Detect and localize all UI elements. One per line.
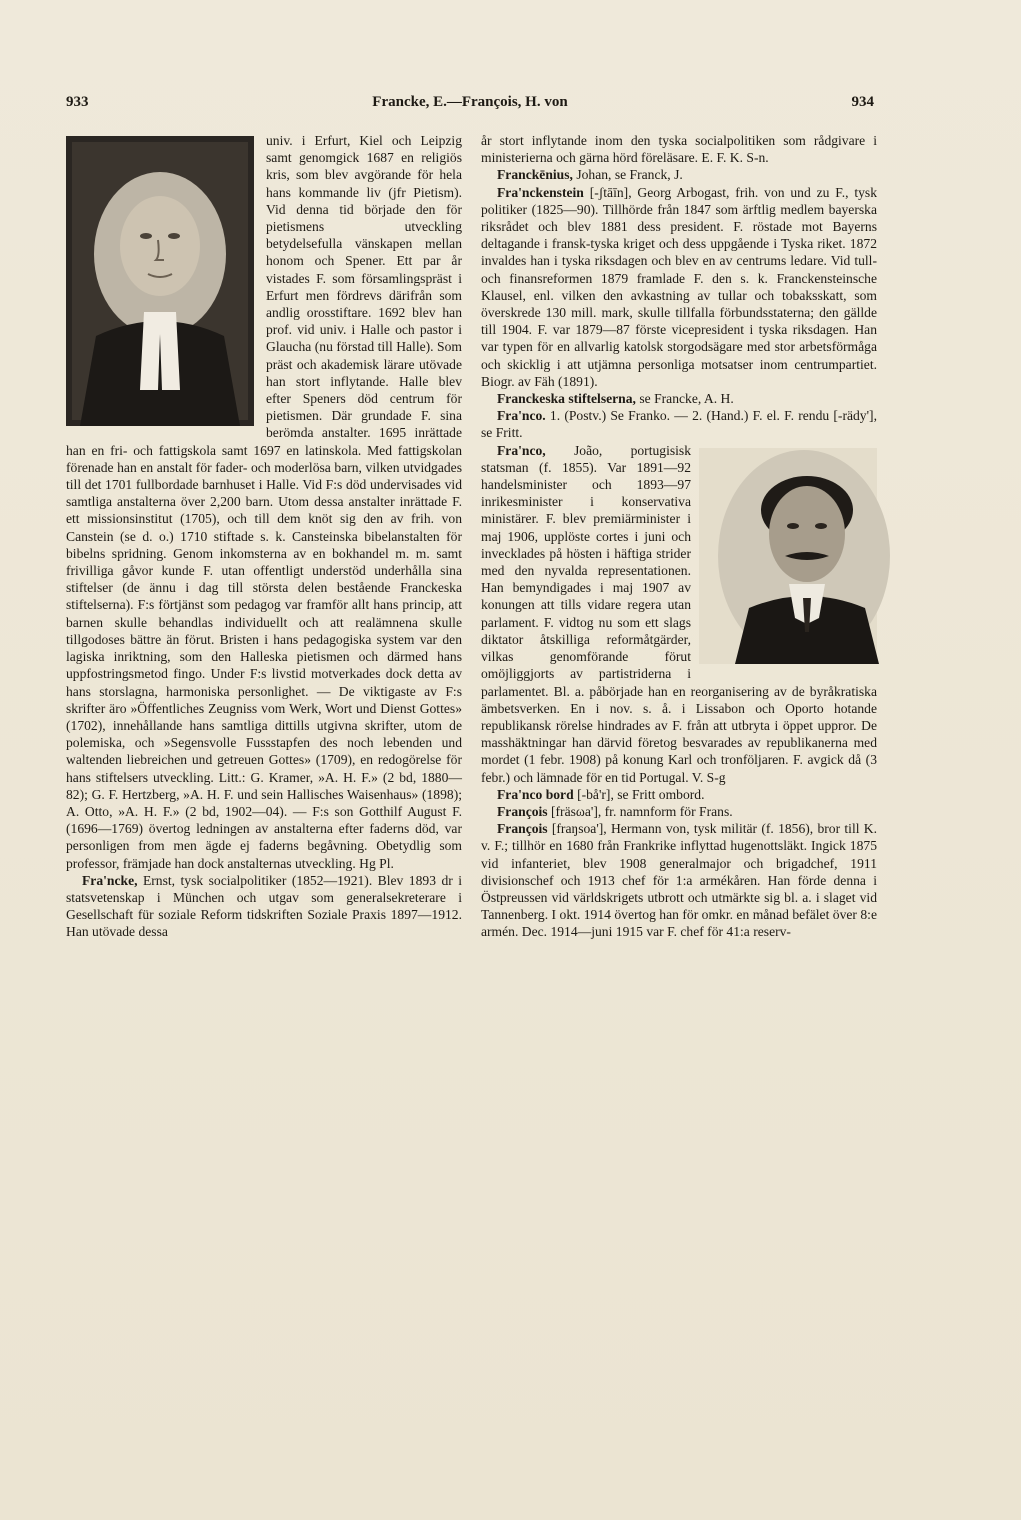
headword: Fra'ncke, [82,872,138,888]
entry-franckenstein: Fra'nckenstein [-ʃtāīn], Georg Arbogast, frih. von und zu F., tysk politiker (1825—90). Tillhörde från 1847 som ärftlig medlem bayerska riksrådet och blev 1881 dess president. F. röstade mot Bayerns deltagande i fransk-tyska kriget och dess uppgående i Tyska riket. 1872 invaldes han i tyska riksdagen och blev en av centrums ledare. Vid tull- och finansreformen 1879 framlade F. den s. k. Franckensteinsche Klausel, enl. vilken den avkastning av tullar och tobaksskatt, som överskrede 130 mill. mark, skulle tillfalla förbundsstaterna; den gällde till 1904. F. var 1879—87 förste vicepresident i tyska riksdagen. Han var typen för en allvarlig katolsk storgodsägare med stor arbetsförmåga och skicklig i att utjämna personliga motsatser inom centrumpartiet. Biogr. av Fäh (1891). [481,184,877,389]
headword: Fra'nco. [497,408,546,424]
entry-francke-ernst: Fra'ncke, Ernst, tysk socialpolitiker (1852—1921). Blev 1893 dr i statsvetenskap i München och utgav som generalsekreterare i Gesellschaft für soziale Reform tidskriften Soziale Praxis 1897—1912. Han utövade dessa [66,872,462,940]
entry-francois: François [fräsωa'], fr. namnform för Frans. [497,803,733,819]
headword: François [497,821,548,837]
page-number-right: 934 [851,94,874,110]
francke-august-text: univ. i Erfurt, Kiel och Leipzig samt genomgick 1687 en religiös kris, som blev avgörande för hela hans kommande liv (jfr Pietism). Vid denna tid började den för pietismens utveckling betydelsefulla vänskapen mellan honom och Spener. Ett par år vistades F. som församlingspräst i Erfurt men fördrevs därifrån som andlig orosstiftare. 1692 blev han prof. vid univ. i Halle och pastor i Glaucha (nu förstad till Halle). Som präst och akademisk lärare utövade han stort inflytande. Halle blev efter Speners död centrum för pietismen. Där grundade F. sina berömda anstalter. 1695 inrättade han en fri- och fattigskola samt 1697 en latinskola. Med fattigskolan förenade han en anstalt för fader- och moderlösa barn, vilken utvidgades till det 1701 fullbordade barnhuset i Halle. Vid F:s död undervisades vid samtliga anstalterna över 2,200 barn. Utom dessa anstalter inrättade F. ett missionsinstitut (1705), och till dem knöt sig den av frih. von Canstein (se d. o.) 1710 stiftade s. k. Cansteinska bibelanstalten för bibelns spridning. Genom inkomsterna av en bokhandel m. m. samt frivilliga gåvor kunde F. utan offentligt understöd underhålla sina stiftelser (de ännu i dag till största delen bestående Franckeska stiftelserna). F:s förtjänst som pedagog var framför allt hans princip, att barnen skulle behandlas individuellt och att realämnena skulle tillgodoses bättre än förut. Bristen i hans pedagogiska system var den lagiska inriktning, som den Halleska pietismen och därmed hans uppfostringsmetod fingo. Under F:s livstid motverkades dock detta av hans storslagna, harmoniska personlighet. — De viktigaste av F:s skrifter äro »Öffentliches Zeugniss vom Werk, Wort und Dienst Gottes» (1702), innehållande hans samtliga dittills utgivna skrifter, utom de polemiska, och »Segensvolle Fussstapfen des noch lebenden und waltenden liebreichen und getreuen Gottes» (1709), en redogörelse för hans stiftelsers utveckling. Litt.: G. Kramer, »A. H. F.» (2 bd, 1880—82); G. F. Hertzberg, »A. H. F. und sein Hallisches Waisenhaus» (1898); A. Otto, »A. H. F.» (2 bd, 1902—04). — F:s son Gotthilf August F. (1696—1769) övertog ledningen av anstalterna efter faderns död, var personligen from men ägde ej faderns begåvning. Obetydlig som professor, främjade han dock anstalternas utveckling. Hg Pl. [66,133,462,871]
entry-franckenius: Franckēnius, Johan, se Franck, J. [497,167,683,183]
headword: Franckēnius, [497,167,573,183]
entry-francois-hermann: François [fraŋsoa'], Hermann von, tysk militär (f. 1856), bror till K. v. F.; tillhör en 1680 från Frankrike inflyttad hugenottsläkt. Ingick 1875 vid infanteriet, blev 1908 generalmajor och brigadchef, 1911 divisionschef och 1913 chef för 1:a armékåren. Han förde denna i Östpreussen vid världskrigets utbrott och utmärkte sig bl. a. i slaget vid Tannenberg. I okt. 1914 övertog han för omkr. en månad befälet över 8:e armén. Dec. 1914—juni 1915 var F. chef för 41:a reserv- [481,821,877,940]
page-header [66,94,874,120]
headword: Fra'nco bord [497,786,574,802]
left-column [66,132,462,941]
headword: Fra'nckenstein [497,184,584,200]
entry-franco-joao: Fra'nco, João, portugisisk statsman (f. 1855). Var 1891—92 handelsminister och 1893—97 inrikesminister i konservativa ministärer. F. blev premiärminister i maj 1906, upplöste cortes i juni och invecklades på hösten i häftiga strider med den nyvalda representationen. Han bemyndigades i maj 1907 av konungen att tills vidare regera utan parlament. F. vidtog nu som ett slags diktator åtskilliga reformåtgärder, vilkas genomförande förut omöjliggjorts av partistriderna i parlamentet. Bl. a. påbörjade han en reorganisering av de byråkratiska ämbetsverken. En i nov. s. å. i Lissabon och Oporto hotande republikansk rörelse hindrades av F. från att utbryta i öppet uppror. De masshäktningar han därvid företog besvarades av republikanerna med mordet (1 febr. 1908) på konung Karl och tronföljaren. F. avgick då (3 febr.) och lämnade för en tid Portugal. V. S-g [481,442,877,786]
page-number-left: 933 [66,94,89,110]
headword: François [497,803,548,819]
running-title: Francke, E.—François, H. von [372,94,568,110]
continued-text: år stort inflytande inom den tyska socialpolitiken som rådgivare i ministerierna och gärna hörd föreläsare. E. F. K. S-n. [481,133,877,166]
portrait-francke [66,136,254,426]
headword: Franckeska stiftelserna, [497,391,636,407]
right-column [481,132,877,941]
entry-franco-1: Fra'nco. 1. (Postv.) Se Franko. — 2. (Hand.) F. el. F. rendu [-rädy'], se Fritt. [481,408,877,441]
portrait-franco [699,448,877,664]
entry-franckeska-stiftelserna: Franckeska stiftelserna, se Francke, A. H. [497,391,734,407]
entry-franco-bord: Fra'nco bord [-bå'r], se Fritt ombord. [497,786,705,802]
headword: Fra'nco, [497,442,546,458]
